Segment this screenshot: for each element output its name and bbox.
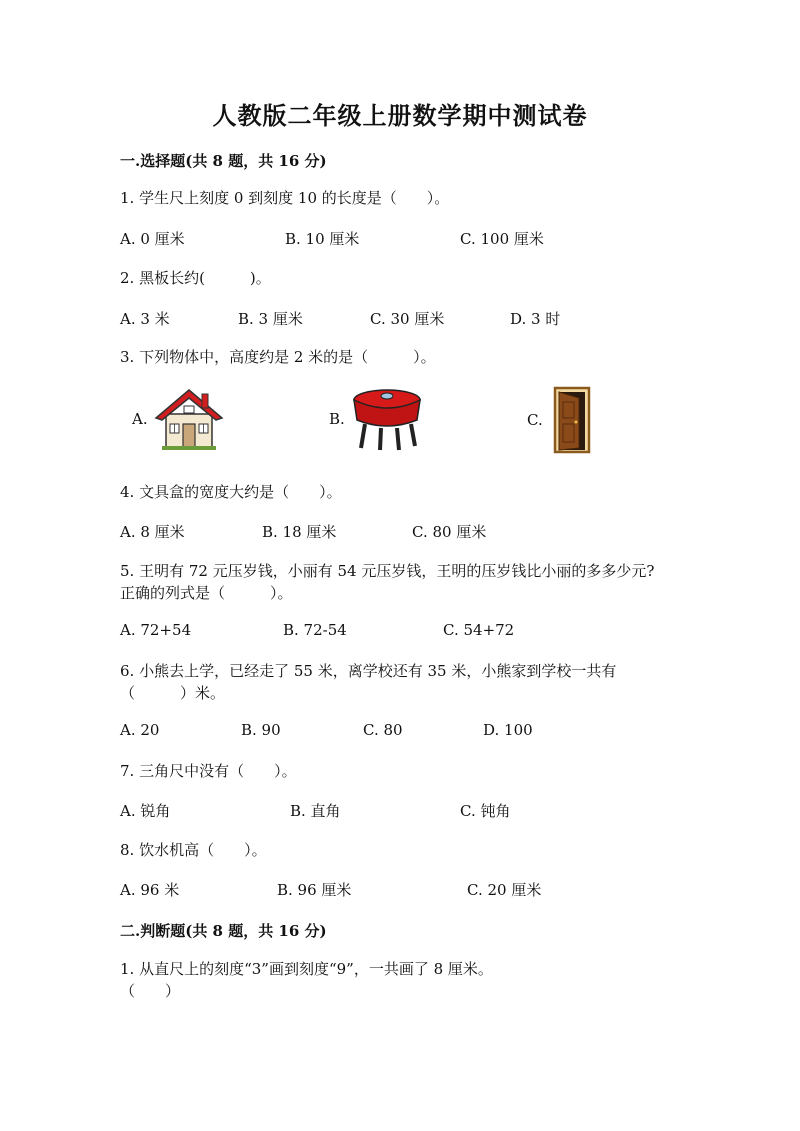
round-table-icon [351, 386, 423, 452]
q1-option-c: C. 100 厘米 [460, 230, 544, 248]
page-title: 人教版二年级上册数学期中测试卷 [212, 101, 588, 130]
question-5-line-1: 5. 王明有 72 元压岁钱，小丽有 54 元压岁钱，王明的压岁钱比小丽的多多少元? [120, 562, 655, 580]
q8-option-a: A. 96 米 [120, 881, 180, 899]
q5-option-b: B. 72-54 [283, 621, 347, 639]
q3-option-b-label: B. [329, 410, 345, 428]
q8-option-c: C. 20 厘米 [467, 881, 542, 899]
door-icon [549, 386, 595, 454]
q6-option-b: B. 90 [241, 721, 281, 739]
question-4: 4. 文具盒的宽度大约是（ ）。 [120, 483, 342, 501]
question-7: 7. 三角尺中没有（ ）。 [120, 762, 297, 780]
q2-option-a: A. 3 米 [120, 310, 170, 328]
q8-option-b: B. 96 厘米 [277, 881, 352, 899]
judge-question-1-line-1: 1. 从直尺上的刻度“3”画到刻度“9”，一共画了 8 厘米。 [120, 960, 493, 978]
q4-option-b: B. 18 厘米 [262, 523, 337, 541]
q3-option-b [329, 386, 423, 452]
q4-option-c: C. 80 厘米 [412, 523, 487, 541]
section-heading-choice: 一.选择题(共 8 题，共 16 分) [120, 152, 327, 170]
q3-option-c [527, 386, 595, 454]
q1-option-a: A. 0 厘米 [120, 230, 185, 248]
q2-option-d: D. 3 时 [510, 310, 561, 328]
question-1: 1. 学生尺上刻度 0 到刻度 10 的长度是（ ）。 [120, 189, 450, 207]
q7-option-a: A. 锐角 [120, 802, 171, 820]
q2-option-c: C. 30 厘米 [370, 310, 445, 328]
question-3: 3. 下列物体中，高度约是 2 米的是（ ）。 [120, 348, 436, 366]
q3-option-a-label: A. [132, 410, 148, 428]
q5-option-c: C. 54+72 [443, 621, 515, 639]
q7-option-b: B. 直角 [290, 802, 341, 820]
question-8: 8. 饮水机高（ ）。 [120, 841, 267, 859]
q2-option-b: B. 3 厘米 [238, 310, 303, 328]
q3-option-a [132, 386, 224, 452]
house-icon [154, 386, 224, 452]
section-heading-judge: 二.判断题(共 8 题，共 16 分) [120, 922, 327, 940]
q7-option-c: C. 钝角 [460, 802, 511, 820]
question-5-line-2: 正确的列式是（ ）。 [120, 584, 293, 602]
q6-option-c: C. 80 [363, 721, 403, 739]
question-2: 2. 黑板长约( )。 [120, 269, 271, 287]
question-6-line-1: 6. 小熊去上学，已经走了 55 米，离学校还有 35 米，小熊家到学校一共有 [120, 662, 617, 680]
q1-option-b: B. 10 厘米 [285, 230, 360, 248]
q5-option-a: A. 72+54 [120, 621, 192, 639]
q4-option-a: A. 8 厘米 [120, 523, 185, 541]
judge-question-1-line-2: （ ） [120, 982, 181, 1000]
q6-option-a: A. 20 [120, 721, 160, 739]
q6-option-d: D. 100 [483, 721, 533, 739]
question-6-line-2: （ ）米。 [120, 684, 226, 702]
q3-option-c-label: C. [527, 411, 543, 429]
